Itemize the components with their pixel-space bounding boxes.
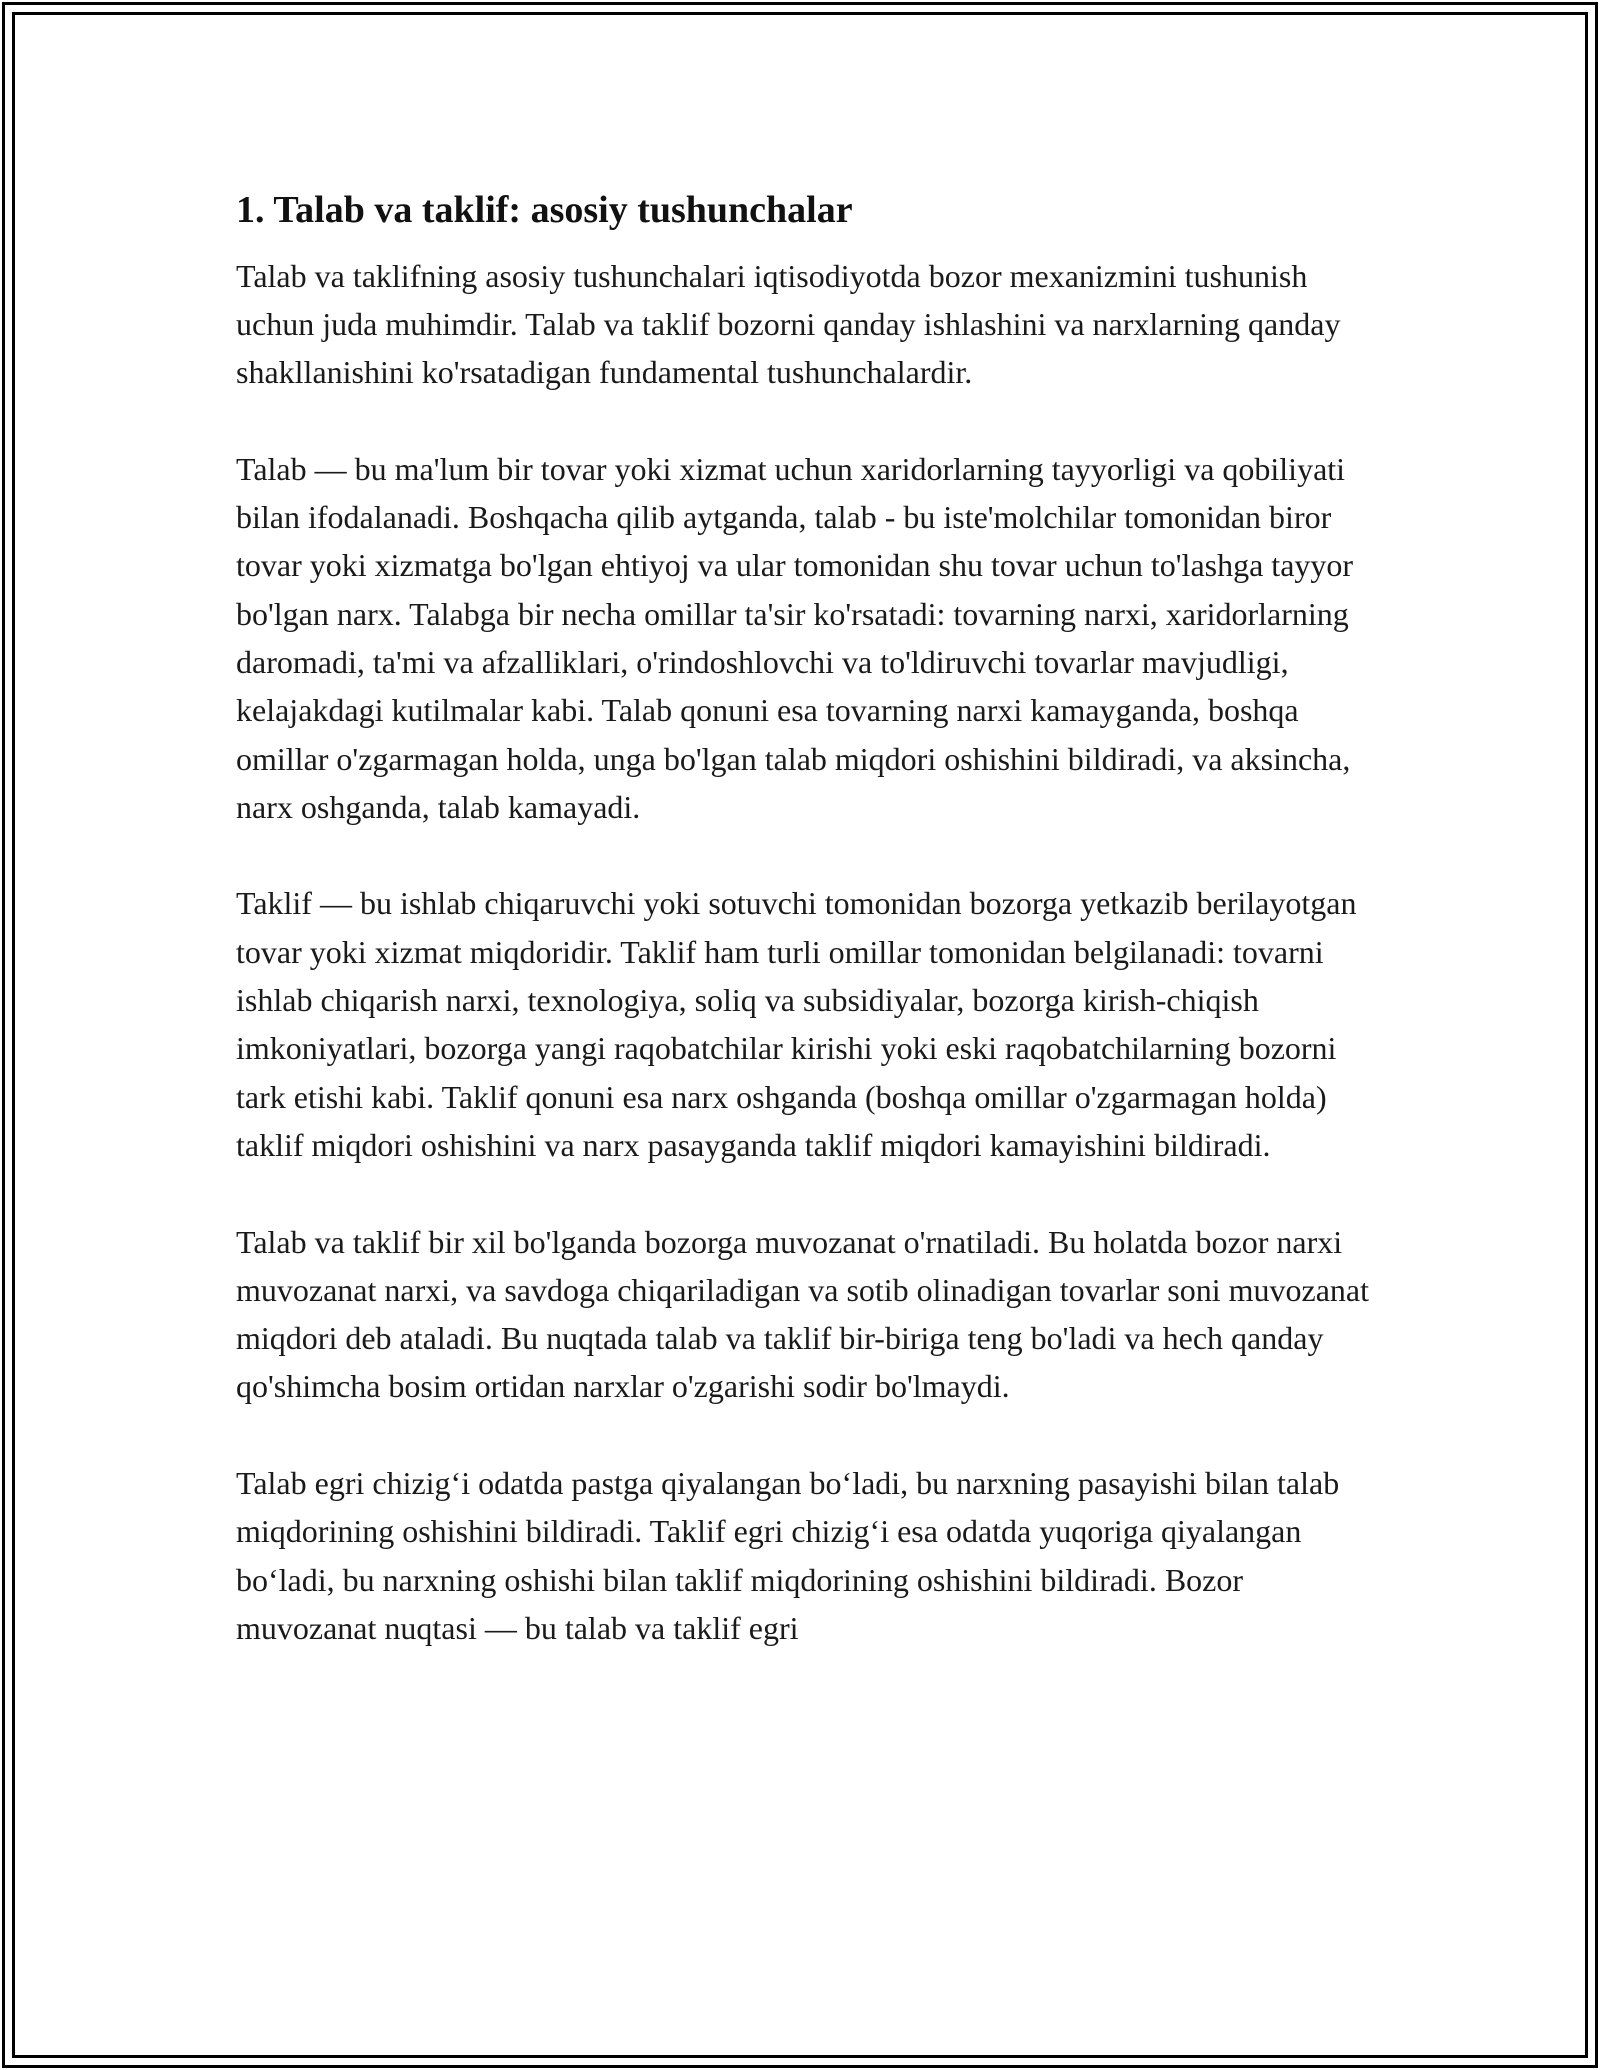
section-heading: 1. Talab va taklif: asosiy tushunchalar xyxy=(236,189,853,231)
paragraph-muvozanat: Talab va taklif bir xil bo'lganda bozorga muvozanat o'rnatiladi. Bu holatda bozor narxi muvozanat narxi, va savdoga chiqariladigan va sotib olinadigan tovarlar soni muvozanat miqdori deb ataladi. Bu nuqtada talab va taklif bir-biriga teng bo'ladi va hech qanday qo'shimcha bosim ortidan narxlar o'zgarishi sodir bo'lmaydi. xyxy=(236,1223,1369,1405)
paragraph-talab: Talab — bu ma'lum bir tovar yoki xizmat uchun xaridorlarning tayyorligi va qobiliyati bilan ifodalanadi. Boshqacha qilib aytganda, talab - bu iste'molchilar tomonidan biror tovar yoki xizmatga bo'lgan ehtiyoj va ular tomonidan shu tovar uchun to'lashga tayyor bo'lgan narx. Talabga bir necha omillar ta'sir ko'rsatadi: tovarning narxi, xaridorlarning daromadi, ta'mi va afzalliklari, o'rindoshlovchi va to'ldiruvchi tovarlar mavjudligi, kelajakdagi kutilmalar kabi. Talab qonuni esa tovarning narxi kamayganda, boshqa omillar o'zgarmagan holda, unga bo'lgan talab miqdori oshishini bildiradi, va aksincha, narx oshganda, talab kamayadi. xyxy=(236,450,1354,825)
paragraph-intro: Talab va taklifning asosiy tushunchalari iqtisodiyotda bozor mexanizmini tushunish uchun juda muhimdir. Talab va taklif bozorni qanday ishlashini va narxlarning qanday shakllanishini ko'rsatadigan fundamental tushunchalardir. xyxy=(236,257,1341,391)
paragraph-taklif: Taklif — bu ishlab chiqaruvchi yoki sotuvchi tomonidan bozorga yetkazib berilayotgan tovar yoki xizmat miqdoridir. Taklif ham turli omillar tomonidan belgilanadi: tovarni ishlab chiqarish narxi, texnologiya, soliq va subsidiyalar, bozorga kirish-chiqish imkoniyatlari, bozorga yangi raqobatchilar kirishi yoki eski raqobatchilarning bozorni tark etishi kabi. Taklif qonuni esa narx oshganda (boshqa omillar o'zgarmagan holda) taklif miqdori oshishini va narx pasayganda taklif miqdori kamayishini bildiradi. xyxy=(236,885,1357,1163)
paragraph-egri-chiziq: Talab egri chizig‘i odatda pastga qiyalangan bo‘ladi, bu narxning pasayishi bilan talab miqdorining oshishini bildiradi. Taklif egri chizig‘i esa odatda yuqoriga qiyalangan bo‘ladi, bu narxning oshishi bilan taklif miqdorining oshishini bildiradi. Bozor muvozanat nuqtasi — bu talab va taklif egri xyxy=(236,1465,1340,1646)
document-body xyxy=(236,180,1371,1701)
